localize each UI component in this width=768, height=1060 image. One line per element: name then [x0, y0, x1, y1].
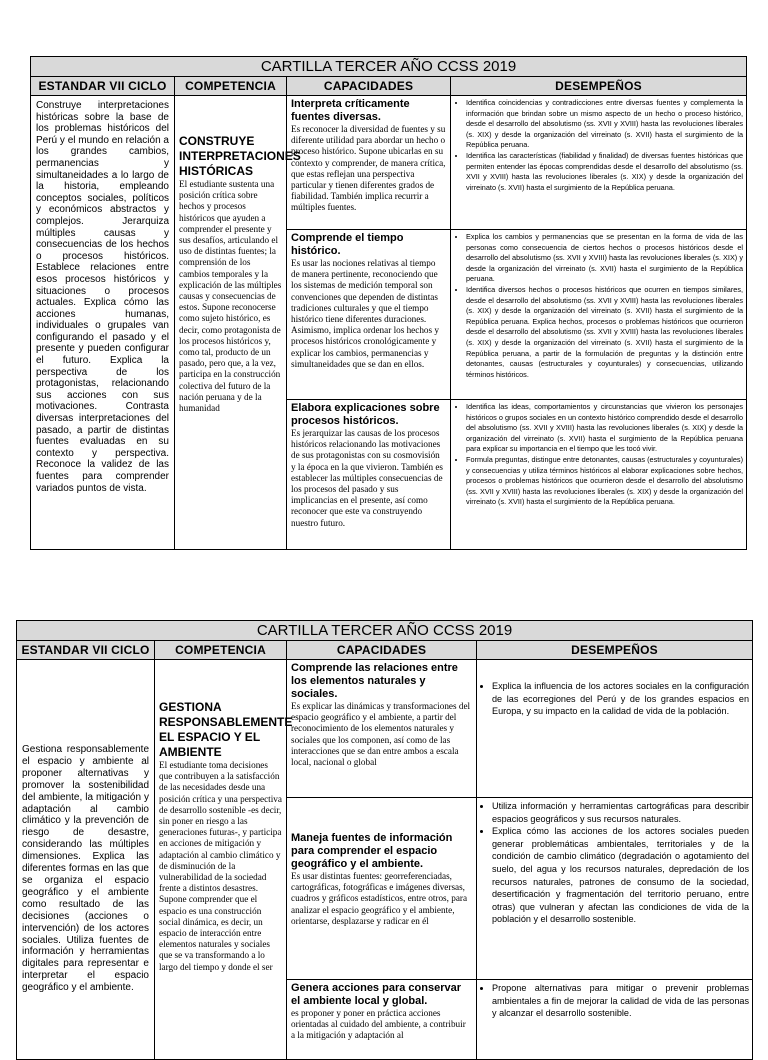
curriculum-table-history [30, 56, 747, 550]
capacity-text: Es explicar las dinámicas y transformaciones del espacio geográfico y el ambiente, a partir del reconocimiento de los elementos naturales y sociales que los componen, así como de las interacciones que se dan entre ambos a escala local, nacional o global [291, 701, 471, 768]
capacity-cell [287, 980, 477, 1060]
capacity-title: Comprende las relaciones entre los elementos naturales y sociales. [291, 662, 458, 700]
list-item: • Identifica las ideas, comportamientos y circunstancias que vivieron los personajes históricos o grupos sociales en un contexto histórico comprendido desde el desarrollo del absolutismo (ss. XVII y XVIII) hasta las revoluciones liberales (s. XIX) y desde la organización del virreinato (s. XVII) hasta el surgimiento de la República peruana para explicar su importancia en el tiempo que les tocó vivir. [466, 402, 743, 455]
list-item: • Identifica coincidencias y contradicciones entre diversas fuentes y complementa la información que brindan sobre un mismo aspecto de un hecho o proceso histórico, desde el desarrollo del absolutismo (ss. XVII y XVIII) hasta las revoluciones liberales (s. XIX) y desde la organización del virreinato (s. XVII) hasta el surgimiento de la República peruana. [466, 98, 743, 151]
capacity-title: Genera acciones para conservar el ambiente local y global. [291, 982, 461, 1007]
list-item: • Utiliza información y herramientas cartográficas para describir espacios geográficos y sus recursos naturales. [492, 800, 749, 825]
capacity-text: es proponer y poner en práctica acciones orientadas al cuidado del ambiente, a contribuir a la mitigación y adaptación al [291, 1008, 466, 1041]
performance-cell [451, 230, 747, 400]
capacity-text: Es usar las nociones relativas al tiempo de manera pertinente, reconociendo que los sistemas de medición temporal son convenciones que dependen de distintas tradiciones culturales y que el tiempo histórico tiene diferentes duraciones. Asimismo, implica ordenar los hechos y procesos históricos cronológicamente y explicar los cambios, permanencias y simultaneidades que se dan en ellos. [291, 258, 439, 369]
table-title: CARTILLA TERCER AÑO CCSS 2019 [31, 57, 747, 77]
performance-cell [477, 660, 753, 798]
list-item: • Identifica diversos hechos o procesos históricos que ocurren en tiempos similares, desde el desarrollo del absolutismo (ss. XVII y XVIII) hasta las revoluciones liberales (s. XIX) y desde la organización del virreinato (s. XVII) hasta el surgimiento de la República peruana. Explica hechos, procesos o problemas históricos que ocurrieron desde el desarrollo del absolutismo (ss. XVII y XVIII) hasta las revoluciones liberales (s. XIX) y desde la organización del virreinato (s. XVII) hasta el surgimiento de la República peruana, a partir de la formulación de preguntas y la distinción entre detonantes, causas (estructurales y coyunturales) y consecuencias, utilizando términos históricos. [466, 285, 743, 380]
table-title: CARTILLA TERCER AÑO CCSS 2019 [17, 621, 753, 641]
capacity-text: Es jerarquizar las causas de los procesos históricos relacionando las motivaciones de sus protagonistas con su cosmovisión y la época en la que vivieron. También es establecer las múltiples consecuencias de los procesos del pasado y sus implicancias en el presente, así como reconocer que este va construyendo nuestro futuro. [291, 428, 444, 528]
list-item: • Propone alternativas para mitigar o prevenir problemas ambientales a fin de mejorar la calidad de vida de las personas y alcanzar el desarrollo sostenible. [492, 982, 749, 1020]
capacity-cell [287, 230, 451, 400]
list-item: • Explica la influencia de los actores sociales en la configuración de las ecorregiones del Perú y de los grandes espacios en Europa, y su impacto en la calidad de vida de la población. [492, 680, 749, 718]
header-standard: ESTANDAR VII CICLO [31, 77, 175, 96]
performance-cell [477, 798, 753, 980]
performance-cell [451, 400, 747, 550]
competence-cell [175, 96, 301, 550]
standard-text: Gestiona responsablemente el espacio y ambiente al proponer alternativas y promover la sostenibilidad del ambiente, la mitigación y adaptación al cambio climático y la prevención de riesgo de desastre, considerando las múltiples dimensiones. Explica las diferentes formas en las que se organiza el espacio geográfico y el ambiente como resultado de las decisiones (acciones o intervención) de los actores sociales. Utiliza fuentes de información y herramientas digitales para representar e interpretar el espacio geográfico y el ambiente. [22, 744, 149, 994]
capacity-cell [287, 660, 477, 798]
competence-text: El estudiante sustenta una posición crítica sobre hechos y procesos históricos que ayuden a comprender el presente y sus desafíos, articulando el uso de distintas fuentes; la comprensión de los cambios temporales y la explicación de las múltiples causas y consecuencias de estos. Supone reconocerse como sujeto histórico, es decir, como protagonista de los procesos históricos y, como tal, producto de un pasado, pero que, a la vez, participa en la construcción colectiva del futuro de la nación peruana y de la humanidad [179, 179, 282, 414]
header-competence: COMPETENCIA [175, 77, 287, 96]
list-item: • Identifica las características (fiabilidad y finalidad) de diversas fuentes históricas que permiten entender las épocas comprendidas desde el desarrollo del absolutismo (ss. XVII y XVIII) hasta las revoluciones liberales (s. XIX) y desde la organización del virreinato (s. XVII) hasta el surgimiento de la República peruana. [466, 151, 743, 193]
capacity-title: Interpreta críticamente fuentes diversas. [291, 98, 410, 123]
competence-text: El estudiante toma decisiones que contribuyen a la satisfacción de las necesidades desde una posición crítica y una perspectiva de desarrollo sostenible -es decir, sin poner en riesgo a las generaciones futuras-, y participa en acciones de mitigación y adaptación al cambio climático y de disminución de la vulnerabilidad de la sociedad frente a distintos desastres. Supone comprender que el espacio es una construcción social dinámica, es decir, un espacio de interacción entre elementos naturales y sociales que se va transformando a lo largo del tiempo y donde el ser [159, 760, 282, 972]
list-item: • Explica cómo las acciones de los actores sociales pueden generar problemáticas ambientales, territoriales y de la condición de cambio climático (degradación o agotamiento del suelo, del agua y los recursos naturales, depredación de los recursos naturales, patrones de consumo de la sociedad, desertificación y fragmentación del territorio peruano, entre otras) que vulneran y afectan las condiciones de vida de la población y el desarrollo sostenible. [492, 825, 749, 926]
capacity-cell [287, 96, 451, 230]
header-performances: DESEMPEÑOS [477, 641, 753, 660]
capacity-cell [287, 798, 477, 980]
standard-text: Construye interpretaciones históricas sobre la base de los problemas históricos del Perú y el mundo en relación a los grandes cambios, permanencias y simultaneidades a lo largo de la historia, empleando conceptos sociales, políticos y económicos abstractos y complejos. Jerarquiza múltiples causas y consecuencias de los hechos o procesos históricos. Establece relaciones entre esos procesos históricos y situaciones o procesos actuales. Explica cómo las acciones humanas, individuales o grupales van configurando el pasado y el presente y pueden configurar el futuro. Explica la perspectiva de los protagonistas, relacionando sus acciones con sus motivaciones. Contrasta diversas interpretaciones del pasado, a partir de distintas fuentes evaluadas en su contexto y perspectiva. Reconoce la validez de las fuentes para comprender variados puntos de vista. [36, 100, 169, 494]
curriculum-table-environment [16, 620, 753, 1060]
capacity-title: Comprende el tiempo histórico. [291, 232, 404, 257]
competence-cell [155, 660, 293, 1060]
capacity-cell [287, 400, 451, 550]
standard-cell [17, 660, 155, 1060]
competence-title: CONSTRUYE INTERPRETACIONES HISTÓRICAS [179, 134, 301, 178]
header-capacities: CAPACIDADES [287, 77, 451, 96]
capacity-title: Maneja fuentes de información para comprender el espacio geográfico y el ambiente. [291, 832, 453, 870]
list-item: • Formula preguntas, distingue entre detonantes, causas (estructurales y coyunturales) y consecuencias y utiliza términos históricos al elaborar explicaciones sobre hechos, procesos o problemas históricos que ocurrieron desde el desarrollo del absolutismo (ss. XVII y XVIII) hasta las revoluciones liberales (s. XIX) y desde la organización del virreinato (s. XVII) hasta el surgimiento de la República peruana. [466, 455, 743, 508]
performance-cell [477, 980, 753, 1060]
header-standard: ESTANDAR VII CICLO [17, 641, 155, 660]
performance-cell [451, 96, 747, 230]
competence-title: GESTIONA RESPONSABLEMENTE EL ESPACIO Y EL AMBIENTE [159, 700, 293, 759]
list-item: • Explica los cambios y permanencias que se presentan en la forma de vida de las personas como consecuencia de ciertos hechos o procesos históricos desde el desarrollo del absolutismo (ss. XVII y XVIII) hasta las revoluciones liberales (s. XIX) y desde la organización del virreinato (s. XVII) hasta el surgimiento de la República peruana. [466, 232, 743, 285]
header-performances: DESEMPEÑOS [451, 77, 747, 96]
capacity-text: Es usar distintas fuentes: georreferenciadas, cartográficas, fotográficas e imágenes diversas, cuadros y gráficos estadísticos, entre otros, para analizar el espacio geográfico y el ambiente, orientarse, desplazarse y radicar en él [291, 871, 468, 926]
header-competence: COMPETENCIA [155, 641, 287, 660]
capacity-title: Elabora explicaciones sobre procesos históricos. [291, 402, 440, 427]
capacity-text: Es reconocer la diversidad de fuentes y su diferente utilidad para abordar un hecho o proceso histórico. Supone ubicarlas en su contexto y comprender, de manera crítica, que estas reflejan una perspectiva particular y tienen diferentes grados de fiabilidad. También implica recurrir a múltiples fuentes. [291, 124, 446, 213]
header-capacities: CAPACIDADES [287, 641, 477, 660]
standard-cell [31, 96, 175, 550]
